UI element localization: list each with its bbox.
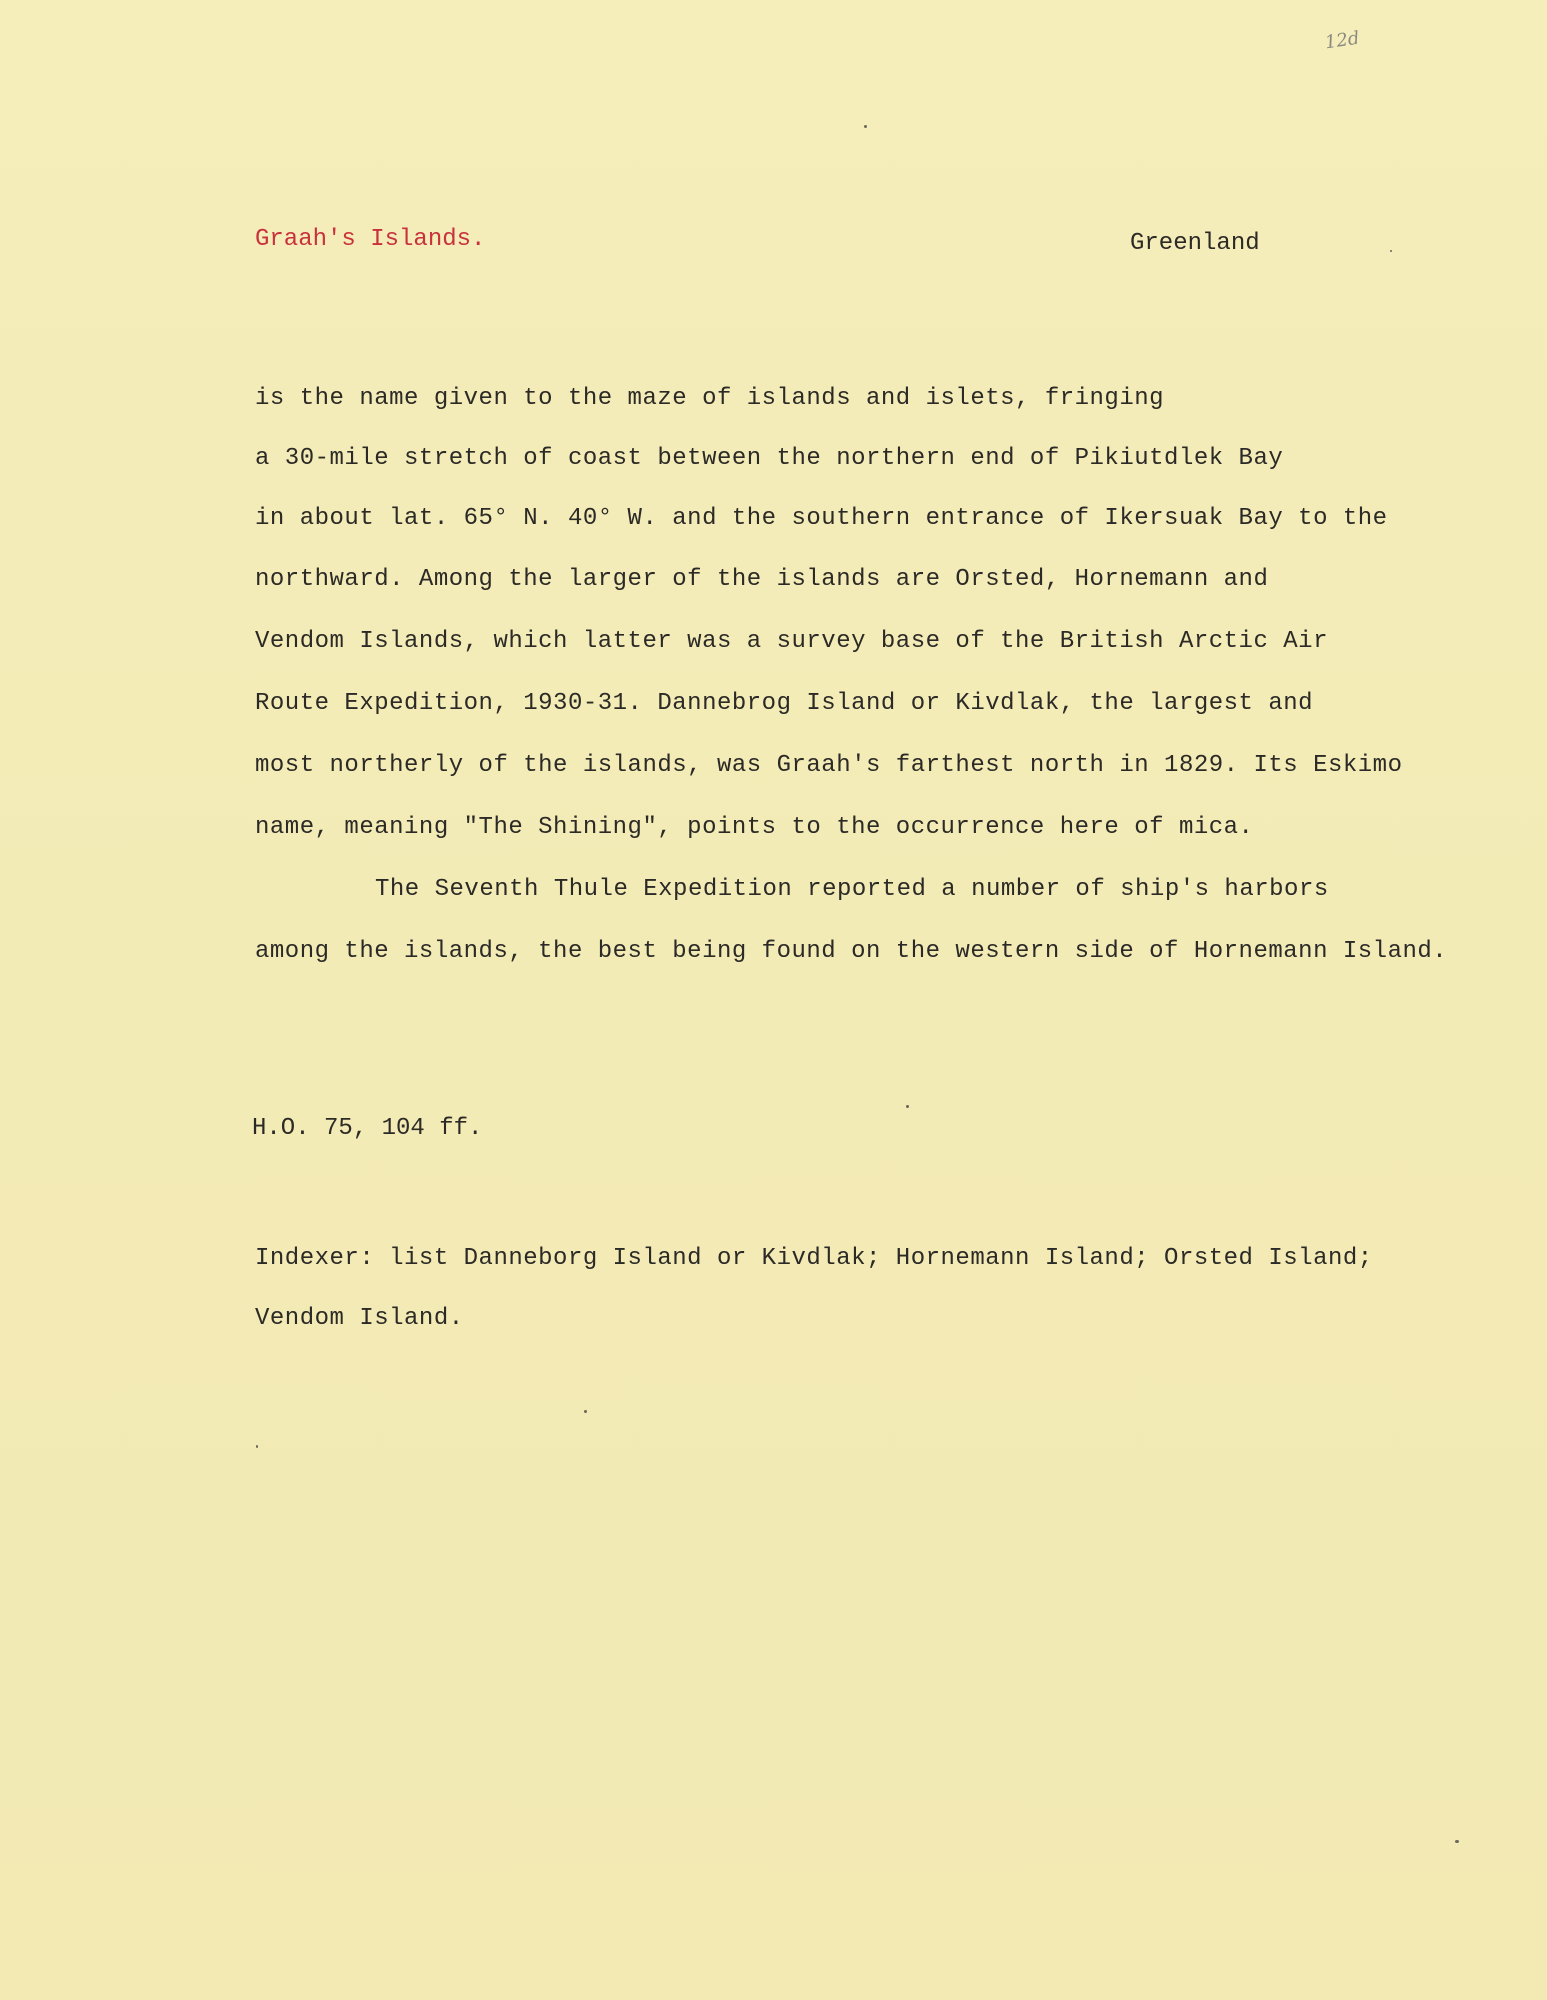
paper-speck xyxy=(584,1410,587,1413)
body-line: Route Expedition, 1930-31. Dannebrog Island or Kivdlak, the largest and xyxy=(255,690,1314,717)
body-line: is the name given to the maze of islands and islets, fringing xyxy=(255,385,1165,412)
body-line: name, meaning "The Shining", points to the occurrence here of mica. xyxy=(255,814,1254,841)
indexer-line: Indexer: list Danneborg Island or Kivdlak; Hornemann Island; Orsted Island; xyxy=(255,1245,1373,1272)
paper-speck xyxy=(1390,250,1392,252)
entry-location: Greenland xyxy=(1130,230,1260,257)
page-number: 12d xyxy=(1323,27,1361,54)
body-line: northward. Among the larger of the islands are Orsted, Hornemann and xyxy=(255,566,1269,593)
paper-speck xyxy=(864,125,867,128)
indexer-line: Vendom Island. xyxy=(255,1305,464,1332)
paper-speck xyxy=(906,1105,909,1108)
body-line: among the islands, the best being found on the western side of Hornemann Island. xyxy=(255,938,1448,965)
body-line: most northerly of the islands, was Graah's farthest north in 1829. Its Eskimo xyxy=(255,752,1403,779)
paper-speck xyxy=(1455,1840,1459,1843)
entry-title: Graah's Islands. xyxy=(255,226,486,253)
body-line: The Seventh Thule Expedition reported a number of ship's harbors xyxy=(375,876,1329,903)
body-line: in about lat. 65° N. 40° W. and the southern entrance of Ikersuak Bay to the xyxy=(255,505,1388,532)
body-line: a 30-mile stretch of coast between the northern end of Pikiutdlek Bay xyxy=(255,445,1284,472)
paper-speck xyxy=(256,1445,258,1448)
reference-citation: H.O. 75, 104 ff. xyxy=(252,1115,483,1142)
body-line: Vendom Islands, which latter was a survey base of the British Arctic Air xyxy=(255,628,1328,655)
